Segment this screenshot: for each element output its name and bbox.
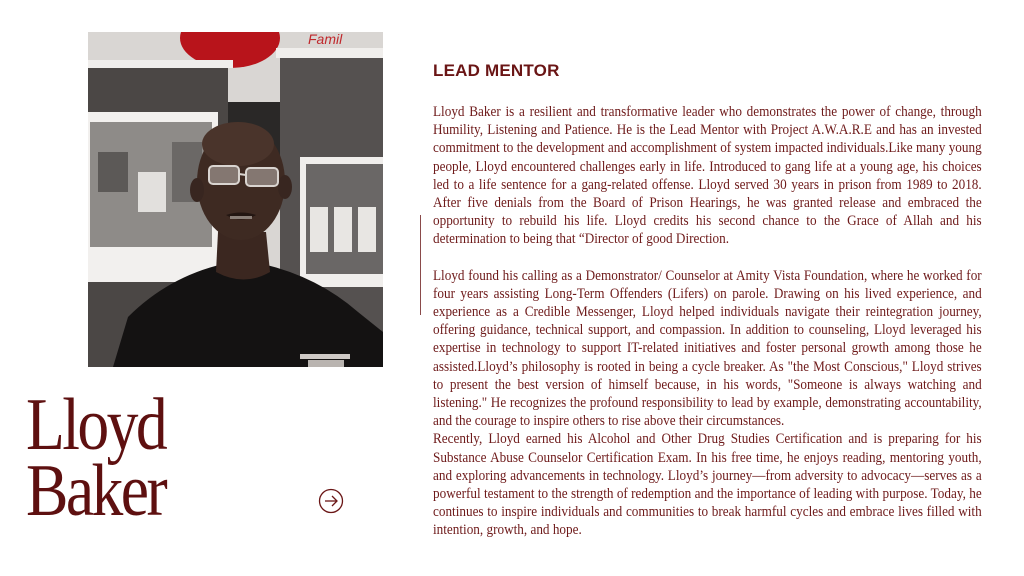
biography: [433, 103, 982, 540]
bio-paragraph-2: Lloyd found his calling as a Demonstrator/ Counselor at Amity Vista Foundation, where he worked for four years assisting Long-Term Offenders (Lifers) on parole. Drawing on his lived experience, and experience as a Credible Messenger, Lloyd helped individuals navigate their reintegration journey, offering guidance, technical support, and compassion. In addition to counseling, Lloyd leveraged his expertise in technology to support IT-related initiatives and foster personal growth among those he assisted.Lloyd’s philosophy is rooted in being a cycle breaker. As "the Most Conscious," Lloyd strives to present the best version of himself because, in his words, "Someone is always watching and listening." He recognizes the profound responsibility to lead by example, demonstrating accountability, and the courage to inspire others to rise above their circumstances.: [433, 267, 982, 430]
role-title: LEAD MENTOR: [433, 61, 560, 80]
bio-paragraph-1: Lloyd Baker is a resilient and transformative leader who demonstrates the power of change, through Humility, Listening and Patience. He is the Lead Mentor with Project A.W.A.R.E and has an invested commitment to the development and accomplishment of system impacted individuals.Like many young people, Lloyd encountered challenges early in life. Introduced to gang life at a young age, his choices led to a life sentence for a gang-related offense. Lloyd served 30 years in prison from 1989 to 2018. After five denials from the Board of Prison Hearings, he was granted release and embraced the opportunity to rebuild his life. Lloyd credits his second chance to the Grace of Allah and his determination to being that “Director of good Direction.: [433, 104, 982, 248]
last-name: Baker: [26, 450, 166, 532]
profile-photo: [88, 32, 383, 367]
vertical-divider: [420, 215, 421, 315]
person-name: [26, 384, 166, 532]
bio-paragraph-3: Recently, Lloyd earned his Alcohol and Other Drug Studies Certification and is preparing for his Substance Abuse Counselor Certification Exam. In his free time, he enjoys reading, mentoring youth, and exploring advancements in technology. Lloyd’s journey—from adversity to advocacy—serves as a powerful testament to the strength of redemption and the importance of leading with purpose. Today, he continues to inspire individuals and communities to break harmful cycles and embrace lives filled with intention, growth, and hope.: [433, 431, 982, 539]
svg-text:Famil: Famil: [308, 32, 343, 47]
next-button[interactable]: [318, 488, 344, 514]
first-name: Lloyd: [26, 384, 166, 466]
portrait-image: [88, 32, 383, 367]
arrow-right-circle-icon: [318, 488, 344, 514]
